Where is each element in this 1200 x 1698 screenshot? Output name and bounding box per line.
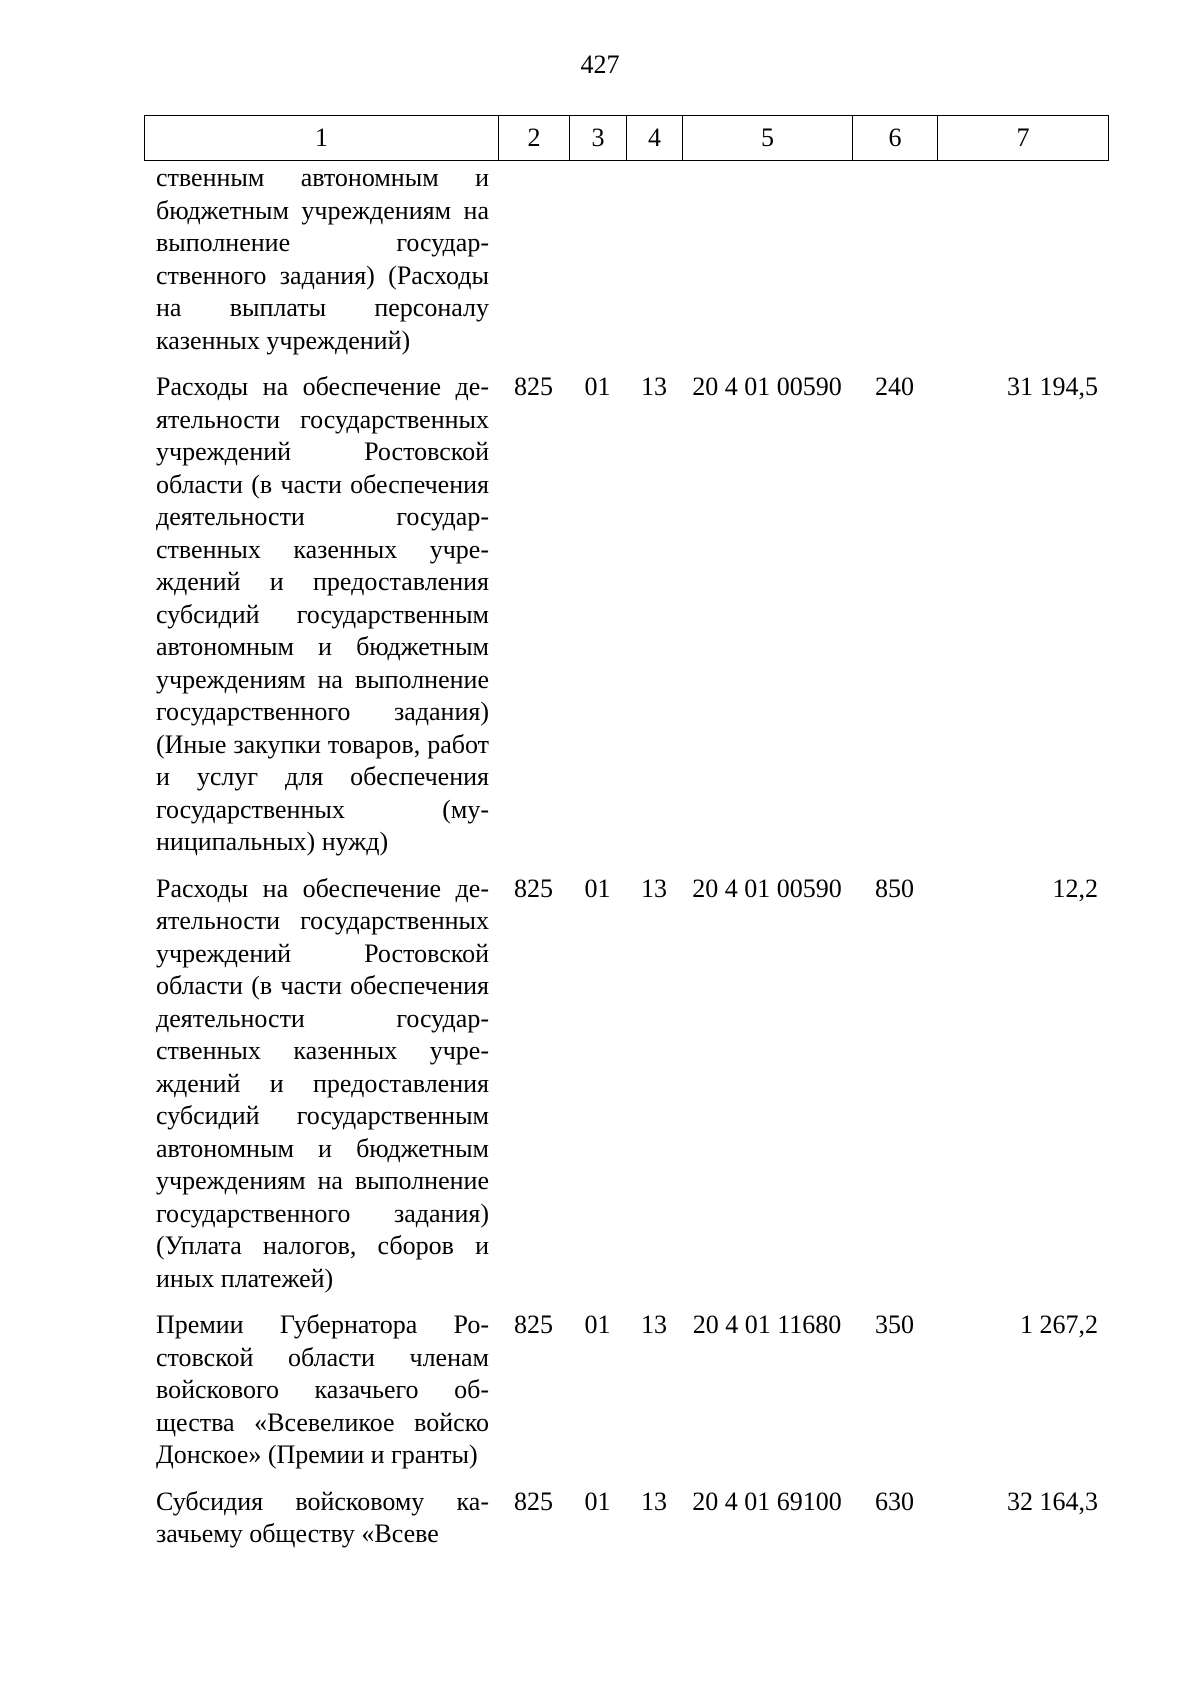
row-col4-subsection: 13 xyxy=(641,1310,667,1339)
table-row xyxy=(144,1295,1108,1472)
row-col4-subsection: 13 xyxy=(641,372,667,401)
row-description: ственным автономным и бюджетным учреждениям на выполнение государственного задания) (Расходы на выплаты персоналу казенных учреждений) xyxy=(156,163,489,355)
header-cell-3: 3 xyxy=(570,116,627,161)
row-col5-target: 20 4 01 00590 xyxy=(692,873,842,903)
row-description: Премии Губернатора Ростовской области членам войскового казачьего общества «Всевеликое войско Донское» (Премии и гранты) xyxy=(156,1310,489,1469)
header-cell-7: 7 xyxy=(938,116,1109,161)
table-header xyxy=(144,115,1109,161)
row-col6-type: 630 xyxy=(875,1486,914,1516)
row-description: Субсидия войсковому казачьему обществу «Всеве xyxy=(156,1486,489,1548)
header-cell-2: 2 xyxy=(499,116,570,161)
header-cell-5: 5 xyxy=(683,116,853,161)
row-col2-code: 825 xyxy=(514,1486,553,1516)
header-row xyxy=(145,116,1109,161)
row-col5-target: 20 4 01 11680 xyxy=(692,1310,842,1339)
row-col4-subsection: 13 xyxy=(641,873,667,903)
row-col3-section: 01 xyxy=(584,1310,611,1339)
row-col7-amount: 1 267,2 xyxy=(1020,1310,1098,1339)
row-col2-code: 825 xyxy=(514,1310,553,1339)
row-col7-amount: 31 194,5 xyxy=(1007,372,1098,401)
table-row xyxy=(144,1472,1108,1551)
row-col2-code: 825 xyxy=(514,372,553,401)
page-number: 427 xyxy=(580,50,620,79)
row-col2-code: 825 xyxy=(514,873,553,903)
row-col3-section: 01 xyxy=(584,1486,611,1516)
row-description: Расходы на обеспечение деятельности государственных учреждений Ростовской области (в части обеспечения деятельности государственных казенных учреждений и предоставления субсидий государственным автономным и бюджетным учреждениям на выполнение государственного задания) (Иные закупки товаров, работ и услуг для обеспечения государственных (муниципальных) нужд) xyxy=(156,372,489,856)
row-col3-section: 01 xyxy=(584,372,611,401)
row-col5-target: 20 4 01 00590 xyxy=(692,372,842,401)
row-col6-type: 350 xyxy=(875,1310,914,1339)
header-cell-6: 6 xyxy=(853,116,938,161)
row-col7-amount: 32 164,3 xyxy=(1007,1486,1098,1516)
table-row xyxy=(144,357,1108,859)
row-col4-subsection: 13 xyxy=(641,1486,667,1516)
header-cell-1: 1 xyxy=(145,116,499,161)
row-col6-type: 850 xyxy=(875,873,914,903)
table-body xyxy=(144,162,1108,1551)
row-col5-target: 20 4 01 69100 xyxy=(692,1486,842,1516)
row-description: Расходы на обеспечение деятельности государственных учреждений Ростовской области (в части обеспечения деятельности государственных казенных учреждений и предоставления субсидий государственным автономным и бюджетным учреждениям на выполнение государственного задания) (Уплата налогов, сборов и иных платежей) xyxy=(156,873,489,1293)
row-col7-amount: 12,2 xyxy=(1052,873,1098,903)
row-col3-section: 01 xyxy=(584,873,611,903)
row-col6-type: 240 xyxy=(875,372,914,401)
table-row xyxy=(144,859,1108,1296)
table-row-continuation xyxy=(144,162,1108,357)
header-cell-4: 4 xyxy=(627,116,683,161)
